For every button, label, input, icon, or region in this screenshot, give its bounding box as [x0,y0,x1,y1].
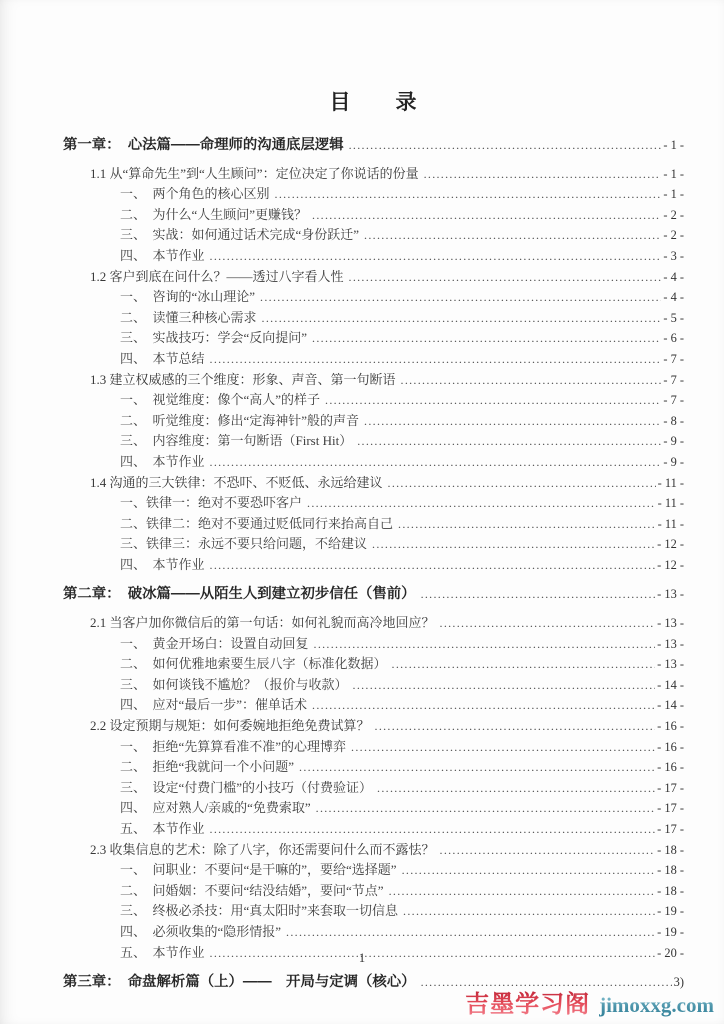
toc-entry-text: 一、 咨询的“冰山理论” [120,289,256,305]
toc-entry-text: 2.3 收集信息的艺术：除了八字，你还需要问什么而不露怯？ [90,841,435,857]
watermark [465,984,714,1019]
toc-entry [63,819,684,840]
toc-entry [63,514,684,535]
toc-entry-page-number: - 17 - [657,780,684,795]
toc-entry [63,555,684,576]
toc-entry-text: 1.4 沟通的三大铁律：不恐吓、不贬低、永远给建议 [90,474,383,490]
toc-dot-leader [388,473,656,494]
toc-dot-leader [401,370,662,391]
toc-entry [63,225,684,246]
toc-dot-leader [364,411,661,432]
toc-entry [63,881,684,902]
watermark-site-url: jimoxxg.com [599,993,714,1017]
toc-entry [63,613,684,634]
toc-dot-leader [316,798,656,819]
toc-entry-text: 一、 两个角色的核心区别 [120,186,270,202]
toc-entry-page-number: - 4 - [663,269,684,284]
toc-entry-text: 三、铁律三：永远不要只给问题，不给建议 [120,536,368,552]
toc-entry-text: 一、 视觉维度：像个“高人”的样子 [120,392,321,408]
toc-entry-text: 二、 如何优雅地索要生辰八字（标准化数据） [120,656,387,672]
toc-entry-page-number: - 3 - [663,248,684,263]
page-title: 目 录 [329,91,418,114]
toc-entry [63,473,684,494]
toc-entry-page-number: - 19 - [657,924,684,939]
toc-dot-leader [398,514,656,535]
toc-entry-page-number: - 17 - [657,801,684,816]
toc-entry [63,452,684,473]
toc-dot-leader [210,349,662,370]
toc-entry [63,390,684,411]
toc-entry [63,585,684,605]
toc-entry-page-number: - 1 - [663,138,684,152]
toc-list [63,136,684,993]
toc-entry-page-number: - 19 - [657,904,684,919]
toc-entry-text: 第二章： 破冰篇——从陌生人到建立初步信任（售前） [63,586,416,603]
toc-entry-text: 2.2 设定预期与规矩：如何委婉地拒绝免费试算？ [90,718,370,734]
toc-entry [63,493,684,514]
toc-entry-text: 一、 问职业：不要问“是干嘛的”，要给“选择题” [120,862,397,878]
toc-entry [63,349,684,370]
toc-entry-page-number: - 11 - [657,496,684,511]
toc-entry-page-number: - 13 - [657,657,684,672]
toc-entry-page-number: - 18 - [657,842,684,857]
toc-dot-leader [377,778,655,799]
toc-entry-text: 四、 应对“最后一步”：催单话术 [120,697,308,713]
footer-page-number: 1 [358,951,366,965]
toc-entry [63,798,684,819]
toc-entry-page-number: - 13 - [657,616,684,631]
toc-entry [63,328,684,349]
toc-entry [63,411,684,432]
toc-entry-page-number: - 5 - [663,310,684,325]
toc-entry-text: 四、 本节作业 [120,556,205,572]
toc-entry [63,840,684,861]
toc-dot-leader [299,757,655,778]
toc-entry [63,675,684,696]
toc-dot-leader [424,164,662,185]
toc-entry-page-number: - 2 - [663,207,684,222]
toc-dot-leader [312,205,661,226]
toc-entry-text: 1.3 建立权威感的三个维度：形象、声音、第一句断语 [90,371,396,387]
toc-entry-page-number: - 9 - [663,454,684,469]
toc-entry [63,370,684,391]
toc-entry-page-number: - 13 - [657,636,684,651]
toc-entry [63,716,684,737]
toc-entry [63,246,684,267]
toc-entry [63,136,684,156]
toc-entry-page-number: - 9 - [663,434,684,449]
toc-dot-leader [325,390,661,411]
toc-dot-leader [260,287,661,308]
toc-dot-leader [392,654,656,675]
toc-entry-text: 五、 本节作业 [120,944,205,960]
toc-dot-leader [312,328,661,349]
toc-entry-text: 一、 黄金开场白：设置自动回复 [120,635,309,651]
toc-entry-page-number: - 17 - [657,822,684,836]
toc-entry-page-number: - 4 - [663,290,684,305]
toc-entry-text: 一、铁律一：绝对不要恐吓客户 [120,495,303,511]
toc-dot-leader [357,431,661,452]
toc-entry-page-number: - 18 - [657,863,684,878]
toc-entry [63,778,684,799]
toc-entry-text: 第一章： 心法篇——命理师的沟通底层逻辑 [63,137,344,153]
toc-entry-text: 四、 本节作业 [120,453,205,469]
toc-entry-page-number: - 12 - [657,557,684,572]
toc-entry-text: 四、 必须收集的“隐形情报” [120,923,282,939]
toc-entry [63,860,684,881]
toc-entry-text: 四、 本节总结 [120,350,205,366]
toc-entry-page-number: - 18 - [657,883,684,898]
toc-dot-leader [349,136,662,156]
toc-entry-text: 二、 为什么“人生顾问”更赚钱？ [120,206,308,222]
toc-entry-text: 二、铁律二：绝对不要通过贬低同行来抬高自己 [120,515,394,531]
toc-entry-page-number: - 11 - [657,516,684,531]
toc-entry [63,267,684,288]
toc-entry-text: 第三章： 命盘解析篇（上）—— 开局与定调（核心） [63,974,416,991]
toc-entry [63,901,684,922]
toc-entry-text: 一、 拒绝“先算算看准不准”的心理博弈 [120,738,347,754]
toc-entry [63,654,684,675]
toc-entry [63,757,684,778]
toc-entry [63,164,684,185]
toc-dot-leader [312,695,655,716]
toc-entry-text: 1.1 从“算命先生”到“人生顾问”：定位决定了你说话的份量 [90,165,419,181]
toc-dot-leader [349,267,662,288]
toc-entry-text: 四、 应对熟人/亲戚的“免费索取” [120,800,311,816]
toc-entry [63,737,684,758]
toc-dot-leader [351,737,655,758]
toc-entry-text: 三、 实战技巧：学会“反向提问” [120,330,308,346]
toc-entry [63,184,684,205]
toc-dot-leader [210,246,662,267]
toc-entry-text: 2.1 当客户加你微信后的第一句话：如何礼貌而高冷地回应？ [90,615,435,631]
toc-entry-text: 三、 实战：如何通过话术完成“身份跃迁” [120,227,360,243]
toc-dot-leader [262,308,662,329]
toc-entry-text: 三、 如何谈钱不尴尬？（报价与收款） [120,676,348,692]
toc-dot-leader [440,840,656,861]
toc-dot-leader [372,534,655,555]
toc-content [63,86,684,1001]
toc-entry-page-number: - 6 - [663,331,684,346]
toc-entry-page-number: - 7 - [663,393,684,408]
toc-entry-text: 二、 问婚姻：不要问“结没结婚”，要问“节点” [120,882,384,898]
toc-entry-text: 二、 拒绝“我就问一个小问题” [120,759,295,775]
toc-dot-leader [210,819,656,840]
toc-entry [63,308,684,329]
toc-entry-text: 三、 终极必杀技：用“真太阳时”来套取一切信息 [120,903,399,919]
toc-entry-text: 二、 读懂三种核心需求 [120,309,257,325]
toc-dot-leader [314,634,656,655]
toc-entry-page-number: 3) [673,975,684,990]
toc-entry [63,634,684,655]
watermark-brand: 吉墨学习阁 [465,984,590,1019]
toc-dot-leader [210,452,662,473]
toc-entry-page-number: - 1 - [663,166,684,181]
toc-entry [63,431,684,452]
toc-entry-page-number: - 16 - [657,719,684,734]
toc-entry-page-number: - 7 - [663,351,684,366]
toc-dot-leader [307,493,656,514]
toc-dot-leader [364,225,661,246]
toc-entry-page-number: - 8 - [663,413,684,428]
toc-entry-page-number: - 14 - [657,677,684,692]
toc-dot-leader [353,675,656,696]
toc-entry-page-number: - 16 - [657,739,684,754]
toc-entry-page-number: - 14 - [657,698,684,713]
toc-dot-leader [286,922,655,943]
toc-entry-text: 四、 本节作业 [120,247,205,263]
toc-entry [63,534,684,555]
toc-entry-page-number: - 12 - [657,537,684,552]
toc-entry-text: 二、 听觉维度：修出“定海神针”般的声音 [120,412,360,428]
toc-dot-leader [402,860,656,881]
toc-entry-page-number: - 2 - [663,228,684,243]
toc-entry-page-number: - 7 - [663,372,684,387]
toc-entry [63,922,684,943]
toc-entry [63,695,684,716]
toc-entry-page-number: - 13 - [657,587,684,602]
toc-dot-leader [375,716,656,737]
toc-entry-text: 三、 设定“付费门槛”的小技巧（付费验证） [120,779,373,795]
toc-dot-leader [210,555,656,576]
toc-dot-leader [403,901,655,922]
toc-entry [63,205,684,226]
toc-entry-page-number: - 1 - [663,187,684,202]
toc-entry [63,287,684,308]
toc-entry-page-number: - 11 - [657,475,684,490]
toc-entry-text: 五、 本节作业 [120,821,205,836]
toc-dot-leader [389,881,656,902]
toc-entry-text: 三、 内容维度：第一句断语（First Hit） [120,433,353,449]
toc-entry-page-number: - 16 - [657,760,684,775]
toc-dot-leader [440,613,656,634]
toc-dot-leader [275,184,662,205]
toc-entry-page-number: - 20 - [657,945,684,960]
toc-entry-text: 1.2 客户到底在问什么？——透过八字看人性 [90,268,344,284]
toc-dot-leader [421,585,656,605]
